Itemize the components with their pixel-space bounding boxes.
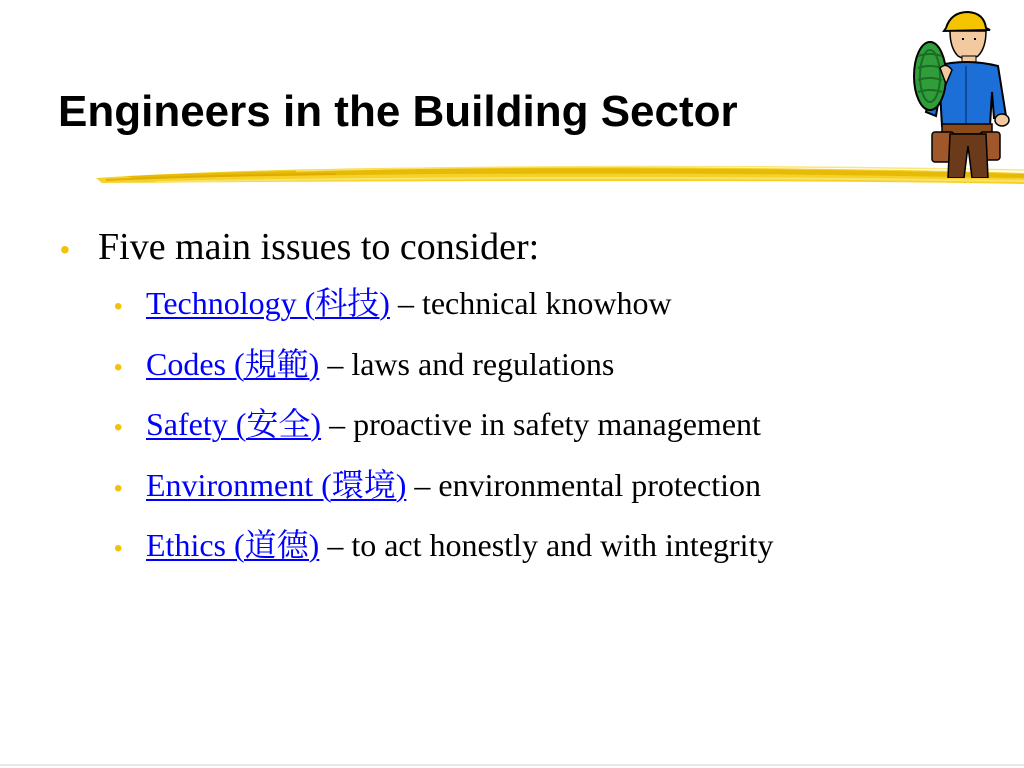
bullet-icon: • [114,414,123,441]
link-safety[interactable]: Safety (安全) [146,406,322,442]
title-underline-brushstroke [96,152,1024,192]
separator: – [319,527,352,563]
sub-bullet-technology [60,275,1000,336]
link-environment[interactable]: Environment (環境) [146,466,407,503]
link-codes[interactable]: Codes (規範) [146,345,320,382]
description: technical knowhow [421,285,672,321]
bullet-icon: • [114,535,123,562]
main-bullet [60,222,1000,275]
description: laws and regulations [351,345,615,382]
separator: – [321,406,354,442]
bullet-icon: • [60,234,70,265]
link-technology[interactable]: Technology (科技) [146,285,390,321]
description: proactive in safety management [353,406,761,442]
bullet-icon: • [114,293,123,320]
sub-bullet-ethics [60,517,1000,578]
bullet-icon: • [114,474,123,502]
separator: – [406,466,439,503]
sub-bullet-environment [60,457,1000,518]
sub-bullet-codes [60,336,1000,397]
sub-bullet-list [60,275,1000,578]
separator: – [389,285,422,321]
construction-worker-icon [906,6,1016,178]
sub-bullet-safety [60,396,1000,457]
description: to act honestly and with integrity [351,527,774,563]
footer-divider [0,764,1024,766]
slide-title: Engineers in the Building Sector [58,87,738,136]
bullet-icon: • [114,353,123,381]
description: environmental protection [438,466,761,503]
slide-body [60,222,1000,578]
link-ethics[interactable]: Ethics (道德) [146,527,320,563]
separator: – [319,345,352,382]
main-bullet-text: Five main issues to consider: [98,226,540,268]
